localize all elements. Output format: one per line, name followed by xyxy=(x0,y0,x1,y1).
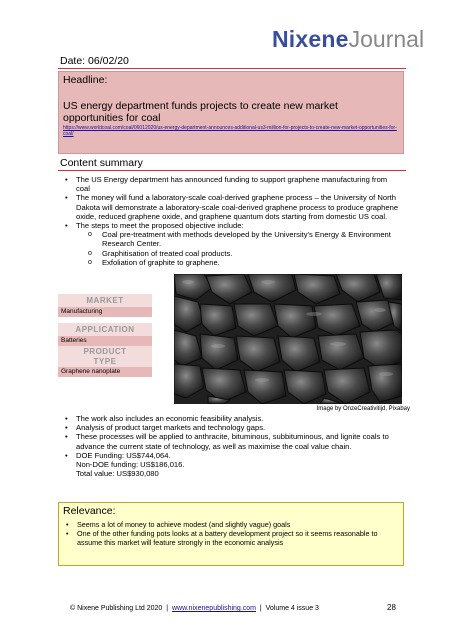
application-value: Batteries xyxy=(58,336,152,346)
market-label: MARKET xyxy=(58,294,152,307)
page-number: 28 xyxy=(387,603,396,612)
footer-separator: | xyxy=(259,605,262,612)
tag-panel xyxy=(58,294,152,377)
list-item xyxy=(62,451,402,479)
article-date: Date: 06/02/20 xyxy=(58,54,406,69)
logo-brand-name: Nixene xyxy=(272,26,349,52)
relevance-title: Relevance: xyxy=(63,505,116,517)
list-item: • These processes will be applied to anthracite, bituminous, subbituminous, and lignite coals to advance the current state of technology, as well as maximise the coal value chain. xyxy=(62,432,402,450)
funding-line: Total value: US$930,080 xyxy=(76,469,159,479)
coal-photo xyxy=(174,274,402,404)
relevance-list xyxy=(63,520,399,548)
list-item: o Exfoliation of graphite to graphene. xyxy=(76,258,402,267)
list-item: • Seems a lot of money to achieve modest (and slightly vague) goals xyxy=(63,520,399,529)
image-credit: Image by OnzeCreativitijd, Pixabay xyxy=(316,406,410,412)
list-item: o Coal pre-treatment with methods developed by the University's Energy & Environment Research Center. xyxy=(76,230,402,248)
list-item: • The money will fund a laboratory-scale coal-derived graphene process – the University of North Dakota will demonstrate a laboratory-scale coal-derived graphene process to produce graphene oxide, reduced graphene oxide, and graphene quantum dots starting from domestic US coal. xyxy=(62,193,402,221)
list-item: • The work also includes an economic feasibility analysis. xyxy=(62,414,402,423)
website-link[interactable]: www.nixenepublishing.com xyxy=(171,605,256,612)
volume-issue: Volume 4 issue 3 xyxy=(265,605,319,612)
product-type-label xyxy=(58,346,152,367)
funding-line: Non-DOE funding: US$186,016. xyxy=(76,460,185,470)
headline-box xyxy=(58,71,404,154)
application-label: APPLICATION xyxy=(58,323,152,336)
copyright: © Nixene Publishing Ltd 2020 xyxy=(70,605,163,612)
product-type-value: Graphene nanoplate xyxy=(58,367,152,377)
logo-brand-suffix: Journal xyxy=(348,26,425,52)
list-item: • The US Energy department has announced funding to support graphene manufacturing from coal xyxy=(62,175,402,193)
steps-list xyxy=(76,230,402,267)
source-link[interactable]: https://www.worldcoal.com/coal/06012020/us-energy-department-announces-additional-us3-million-for-projects-to-create-new-market-opportunities-for-coal/ xyxy=(63,125,397,137)
list-item: • Analysis of product target markets and technology gaps. xyxy=(62,423,402,432)
footer-separator: | xyxy=(166,605,169,612)
page-footer xyxy=(70,605,410,612)
relevance-box xyxy=(58,502,404,566)
headline-label: Headline: xyxy=(63,74,108,86)
list-item: o Graphitisation of treated coal products. xyxy=(76,249,402,258)
list-item xyxy=(62,221,402,267)
funding-line: • DOE Funding: US$744,064. xyxy=(76,450,171,460)
content-summary-title: Content summary xyxy=(58,156,406,171)
product-type-label-line1: PRODUCT xyxy=(83,347,127,356)
headline-title: US energy department funds projects to create new market opportunities for coal xyxy=(63,100,338,124)
details-list xyxy=(62,414,402,478)
list-item-text: The steps to meet the proposed objective include: xyxy=(76,221,244,231)
journal-logo xyxy=(272,26,424,53)
market-value: Manufacturing xyxy=(58,307,152,317)
summary-list xyxy=(62,175,402,267)
list-item: • One of the other funding pots looks at a battery development project so it seems reasonable to assume this market will feature strongly in the economic analysis xyxy=(63,529,399,547)
product-type-label-line2: TYPE xyxy=(93,357,117,366)
